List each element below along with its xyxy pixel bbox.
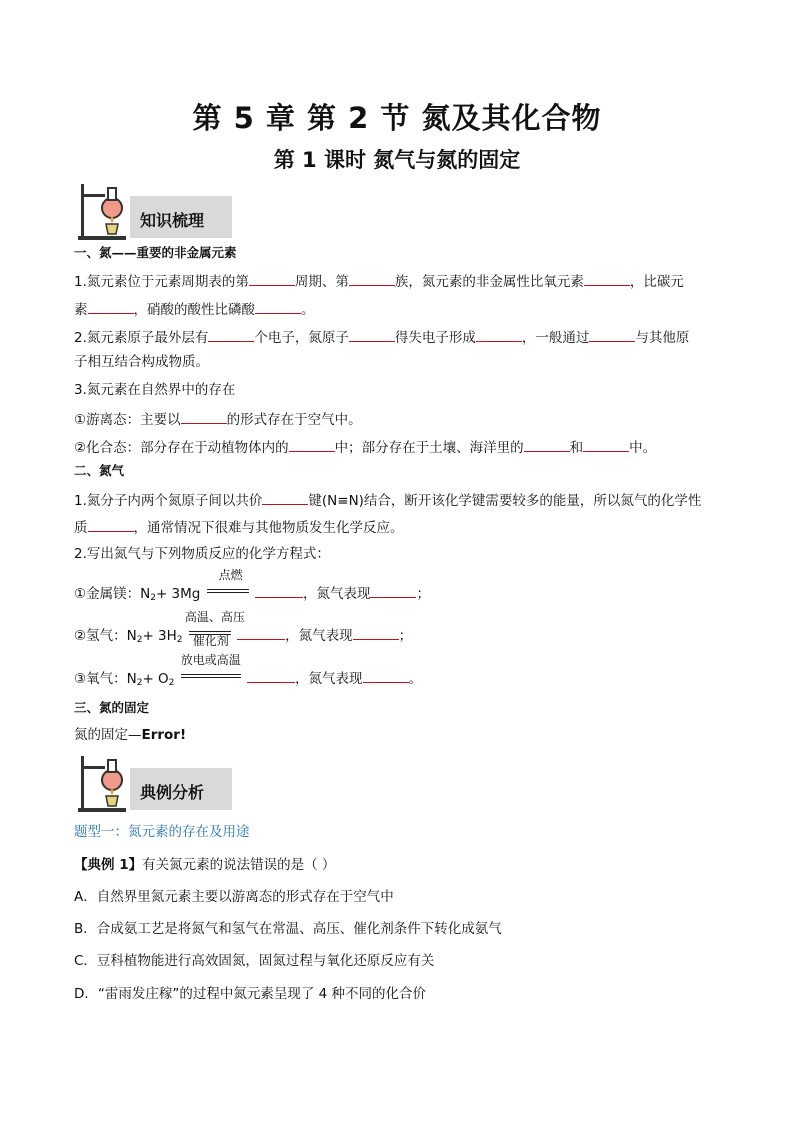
blank[interactable] <box>247 668 295 683</box>
knowledge-paragraph-6-cont: 质 ，通常情况下很难与其他物质发生化学反应。 <box>74 517 404 537</box>
knowledge-paragraph-3: 3.氮元素在自然界中的存在 <box>74 382 236 398</box>
lab-flask-icon <box>74 752 130 814</box>
blank[interactable] <box>208 327 254 342</box>
equation-oxygen: ③氧气：$N_2+ O_2$ 放电或高温 ，氮气表现 。 <box>74 653 422 688</box>
lab-flask-icon <box>74 180 130 242</box>
blank[interactable] <box>289 437 335 452</box>
knowledge-paragraph-1: 1.氮元素位于元素周期表的第 周期、第 族，氮元素的非金属性比氧元素 ，比碳元 <box>74 271 684 291</box>
blank[interactable] <box>476 327 522 342</box>
option-d: D．“雷雨发庄稼”的过程中氮元素呈现了 4 种不同的化合价 <box>74 986 427 1002</box>
heading-nitrogen-element: 一、氮——重要的非金属元素 <box>74 245 237 260</box>
reaction-arrow: 放电或高温 <box>181 665 241 683</box>
reaction-arrow: 点燃 <box>207 580 249 598</box>
blank[interactable] <box>349 271 395 286</box>
option-a: A．自然界里氮元素主要以游离态的形式存在于空气中 <box>74 889 394 905</box>
blank[interactable] <box>363 668 409 683</box>
section-title-examples: 典例分析 <box>140 783 205 802</box>
section-banner-examples <box>130 768 232 810</box>
blank[interactable] <box>181 409 227 424</box>
heading-nitrogen-gas: 二、氮气 <box>74 463 125 478</box>
option-c: C．豆科植物能进行高效固氮，固氮过程与氧化还原反应有关 <box>74 953 435 969</box>
equation-magnesium: ①金属镁：$N_2+ 3Mg$ 点燃 ，氮气表现 ； <box>74 568 430 603</box>
knowledge-free-state: ①游离态：主要以 的形式存在于空气中。 <box>74 409 362 429</box>
question-type-1: 题型一：氮元素的存在及用途 <box>74 824 250 840</box>
knowledge-fixation: 氮的固定—Error! <box>74 727 187 743</box>
option-b: B．合成氨工艺是将氮气和氢气在常温、高压、催化剂条件下转化成氨气 <box>74 921 502 937</box>
section-banner-knowledge <box>130 196 232 238</box>
blank[interactable] <box>88 299 134 314</box>
knowledge-paragraph-1-cont: 素 ，硝酸的酸性比磷酸 。 <box>74 299 315 319</box>
page-title: 第 5 章 第 2 节 氮及其化合物 <box>192 101 602 135</box>
blank[interactable] <box>255 299 301 314</box>
equation-hydrogen: ②氢气：$N_2+ 3H_2$ 高温、高压 催化剂 ，氮气表现 ； <box>74 610 413 648</box>
blank[interactable] <box>583 437 629 452</box>
blank[interactable] <box>88 517 134 532</box>
blank[interactable] <box>262 490 308 505</box>
blank[interactable] <box>584 271 630 286</box>
blank[interactable] <box>589 327 635 342</box>
knowledge-paragraph-2: 2.氮元素原子最外层有 个电子，氮原子 得失电子形成 ，一般通过 与其他原 <box>74 327 689 347</box>
blank[interactable] <box>524 437 570 452</box>
blank[interactable] <box>249 271 295 286</box>
reaction-arrow: 高温、高压 催化剂 <box>184 610 245 648</box>
example-1-question: 【典例 1】有关氮元素的说法错误的是（ ） <box>74 857 336 873</box>
blank[interactable] <box>237 625 285 640</box>
section-title-knowledge: 知识梳理 <box>140 211 205 230</box>
knowledge-paragraph-7: 2.写出氮气与下列物质反应的化学方程式： <box>74 546 330 562</box>
knowledge-paragraph-6: 1.氮分子内两个氮原子间以共价 键(N≡N)结合，断开该化学键需要较多的能量，所以氮气的化学性 <box>74 490 701 510</box>
blank[interactable] <box>353 625 399 640</box>
blank[interactable] <box>349 327 395 342</box>
page-subtitle: 第 1 课时 氮气与氮的固定 <box>273 148 521 172</box>
blank[interactable] <box>255 583 303 598</box>
knowledge-paragraph-2-cont: 子相互结合构成物质。 <box>74 354 209 370</box>
knowledge-combined-state: ②化合态：部分存在于动植物体内的 中；部分存在于土壤、海洋里的 和 中。 <box>74 437 656 457</box>
blank[interactable] <box>370 583 416 598</box>
heading-nitrogen-fixation: 三、氮的固定 <box>74 700 150 715</box>
